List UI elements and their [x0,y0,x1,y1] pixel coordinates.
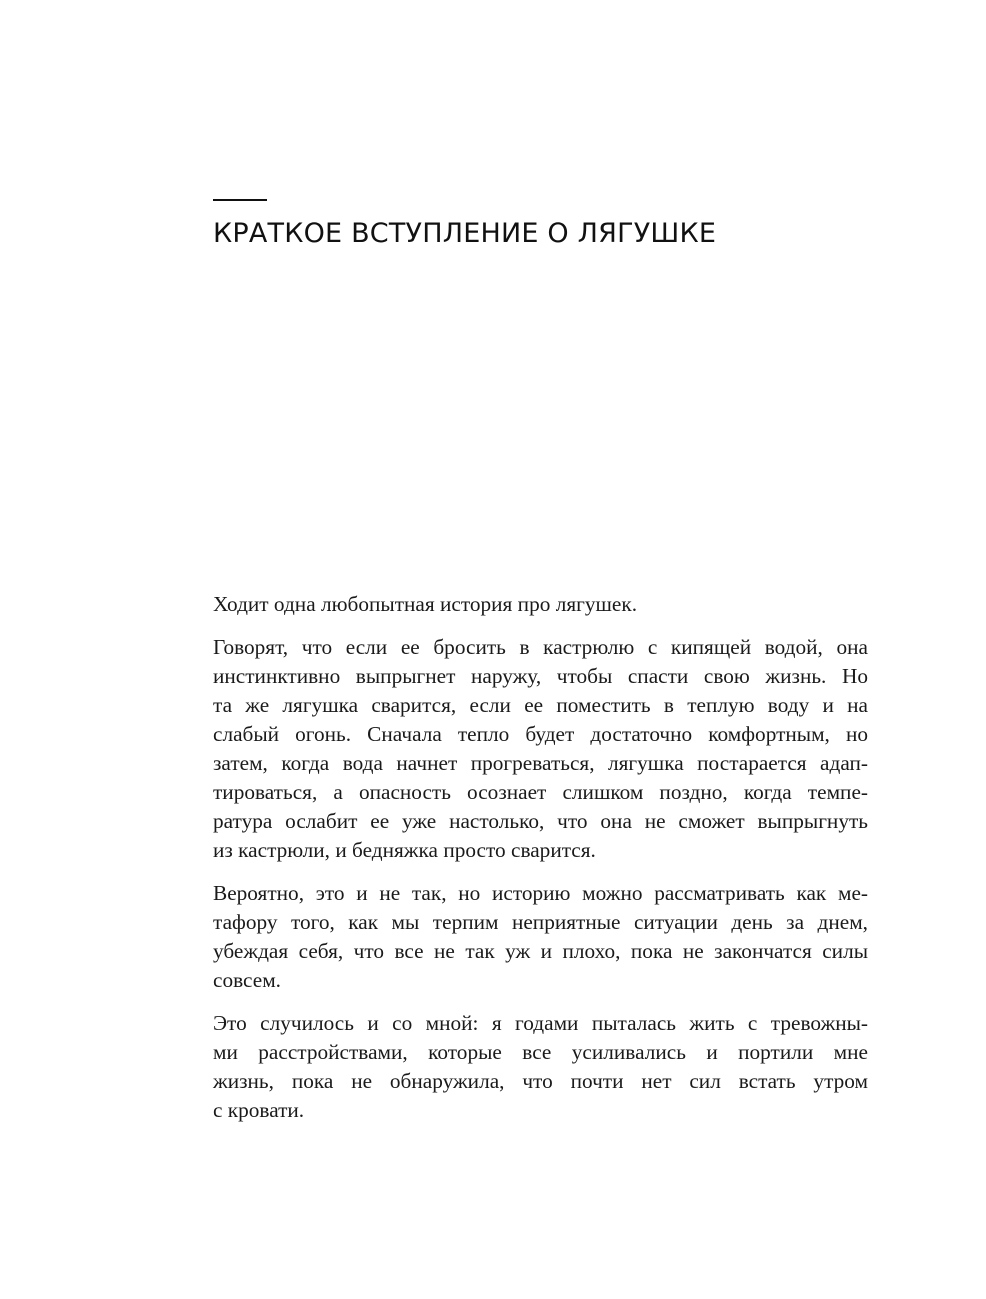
text-line: совсем. [213,968,281,992]
text-line: жизнь, пока не обнаружила, что почти нет сил встать утром [213,1069,868,1093]
text-line: Это случилось и со мной: я годами пыталась жить с тревожны- [213,1011,868,1035]
title-rule [213,199,267,201]
paragraph [213,633,868,865]
body-text [213,590,868,1139]
text-line: слабый огонь. Сначала тепло будет достаточно комфортным, но [213,722,868,746]
paragraph [213,1009,868,1125]
text-line: тафору того, как мы терпим неприятные ситуации день за днем, [213,910,868,934]
text-line: Ходит одна любопытная история про лягушек. [213,592,638,616]
text-line: ратура ослабит ее уже настолько, что она не сможет выпрыгнуть [213,809,868,833]
text-line: из кастрюли, и бедняжка просто сварится. [213,838,596,862]
text-line: тироваться, а опасность осознает слишком поздно, когда темпе- [213,780,868,804]
text-line: убеждая себя, что все не так уж и плохо, пока не закончатся силы [213,939,868,963]
text-line: инстинктивно выпрыгнет наружу, чтобы спасти свою жизнь. Но [213,664,868,688]
text-line: Говорят, что если ее бросить в кастрюлю с кипящей водой, она [213,635,868,659]
text-line: затем, когда вода начнет прогреваться, лягушка постарается адап- [213,751,868,775]
chapter-title: КРАТКОЕ ВСТУПЛЕНИЕ О ЛЯГУШКЕ [213,218,717,249]
paragraph [213,590,868,619]
text-line: та же лягушка сварится, если ее поместить в теплую воду и на [213,693,868,717]
text-line: ми расстройствами, которые все усиливались и портили мне [213,1040,868,1064]
text-line: с кровати. [213,1098,305,1122]
text-line: Вероятно, это и не так, но историю можно рассматривать как ме- [213,881,868,905]
paragraph [213,879,868,995]
